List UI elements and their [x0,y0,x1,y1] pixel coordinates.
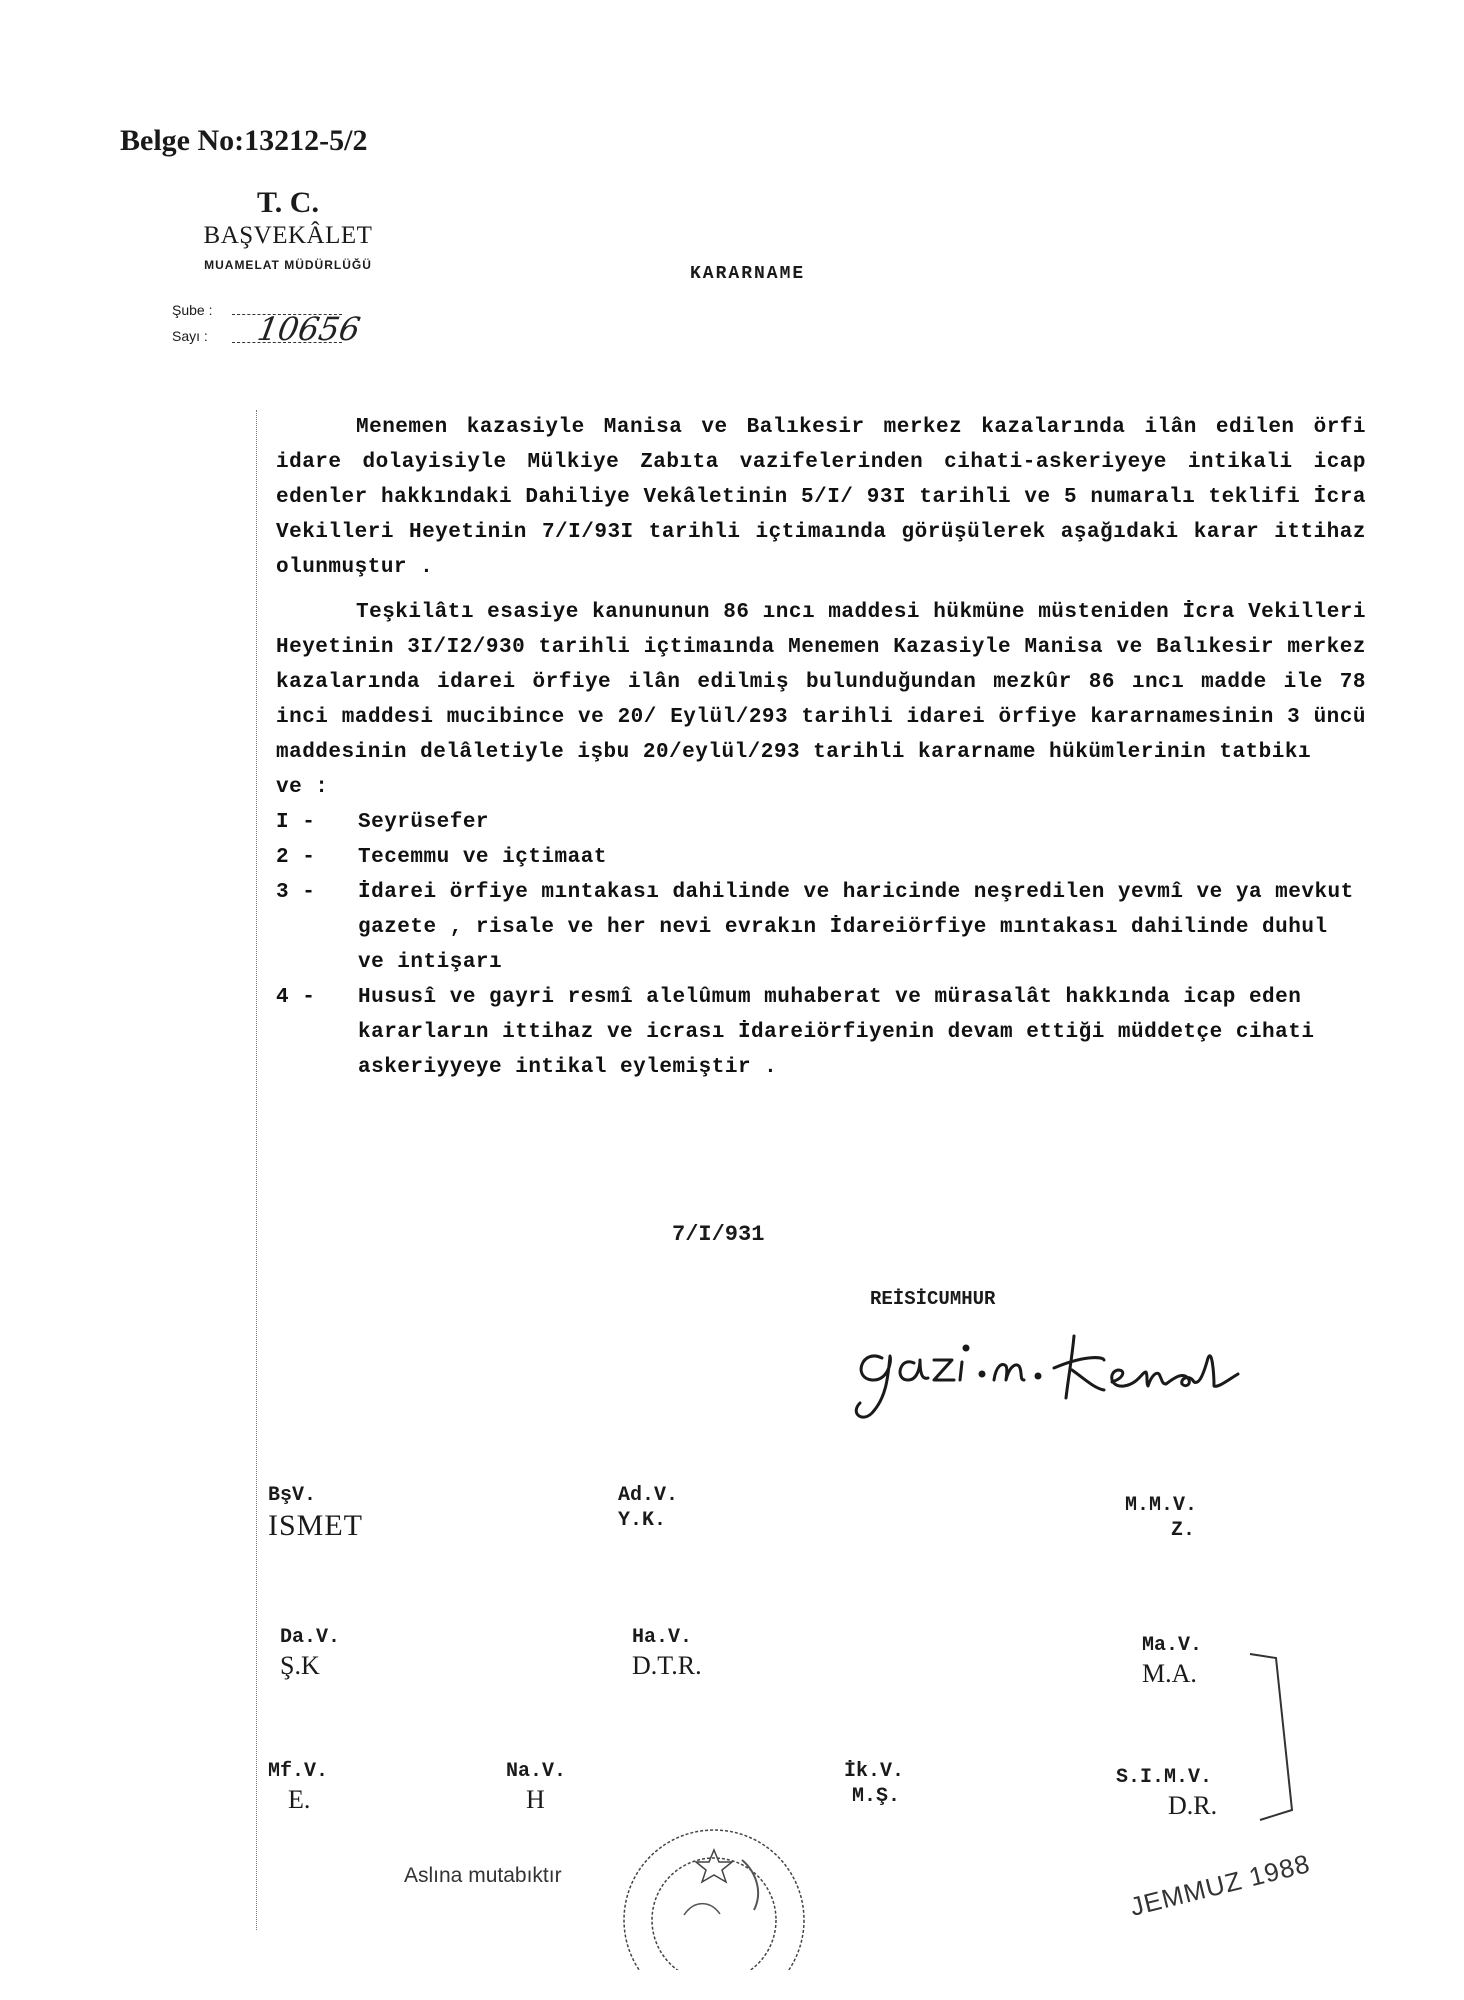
letterhead-directorate: MUAMELAT MÜDÜRLÜĞÜ [204,258,372,272]
minister-finance [1142,1634,1202,1689]
date-stamp: JEMMUZ 1988 [1126,1848,1314,1922]
minister-initials: H [526,1785,545,1814]
list-intro: ve : [276,776,329,799]
letterhead-tc: T. C. [257,186,319,219]
minister-initials: D.R. [1168,1791,1218,1820]
list-item-number: I - [276,811,316,834]
list-item-text: Seyrüsefer [358,811,490,834]
document-number: Belge No:13212-5/2 [120,124,368,157]
president-signature [842,1318,1262,1433]
document-title: KARARNAME [690,264,806,284]
certified-stamp-text: Aslına mutabıktır [404,1864,562,1887]
list-item-number: 2 - [276,846,316,869]
minister-title: Da.V. [280,1626,341,1649]
decree-date: 7/I/931 [672,1222,765,1247]
minister-title: M.M.V. [1125,1494,1198,1517]
letterhead-agency: BAŞVEKÂLET [203,222,373,249]
branch-label: Şube : [172,302,213,318]
list-item-text: Tecemmu ve içtimaat [358,846,607,869]
decree-body [276,410,1366,1085]
list-item-text: Hususî ve gayri resmî alelûmum muhaberat ve mürasalât hakkında icap eden kararların ittihaz ve icrası İdareiörfiyenin devam ettiği müddetçe cihati askeriyyeye intikal eylemiştir . [358,986,1315,1079]
minister-initials: Ş.K [280,1651,320,1680]
number-label: Sayı : [172,328,208,344]
margin-line [256,410,257,1930]
minister-initials: M.A. [1142,1659,1197,1688]
minister-title: Ha.V. [632,1626,693,1649]
minister-initials: Z. [1171,1519,1196,1542]
minister-economy [844,1760,904,1808]
list-item [276,805,1366,840]
minister-title: İk.V. [844,1760,905,1783]
minister-public-works [506,1760,566,1815]
minister-foreign [632,1626,702,1681]
minister-initials: M.Ş. [852,1785,901,1808]
letterhead [138,186,438,272]
paragraph-2: Teşkilâtı esasiye kanununun 86 ıncı maddesi hükmüne müsteniden İcra Vekilleri Heyetinin 3I/I2/930 tarihli içtimaında Menemen Kazasiyle Manisa ve Balıkesir merkez kazalarında idarei örfiye ilân edilmiş bulunduğundan mezkûr 86 ıncı madde ile 78 inci maddesi mucibince ve 20/ Eylül/293 tarihli idarei örfiye kararnamesinin 3 üncü maddesinin delâletiyle işbu 20/eylül/293 tarihli kararname hükümlerinin tatbikı [276,601,1366,764]
official-seal [614,1820,814,1975]
president-title: REİSİCUMHUR [870,1288,996,1310]
minister-initials: E. [288,1785,311,1814]
list-item-number: 4 - [276,986,316,1009]
bracket-mark [1240,1650,1300,1855]
minister-title: Mf.V. [268,1760,329,1783]
minister-initials: Y.K. [618,1509,667,1532]
minister-title: BşV. [268,1484,317,1507]
minister-title: Ma.V. [1142,1634,1203,1657]
minister-justice [618,1484,678,1532]
handwritten-number: 10656 [254,310,364,348]
list-item [276,980,1366,1085]
minister-defense [1125,1494,1197,1542]
list-item [276,875,1366,980]
minister-title: Ad.V. [618,1484,679,1507]
minister-prime [268,1484,363,1543]
minister-education [268,1760,328,1815]
list-item-text: İdarei örfiye mıntakası dahilinde ve haricinde neşredilen yevmî ve ya mevkut gazete , risale ve her nevi evrakın İdareiörfiye mıntakası dahilinde duhul ve intişarı [358,881,1354,974]
measure-list [276,805,1366,1085]
minister-interior [280,1626,340,1681]
paragraph-1: Menemen kazasiyle Manisa ve Balıkesir merkez kazalarında ilân edilen örfi idare dolayisiyle Mülkiye Zabıta vazifelerinden cihati-askeriyeye intikali icap edenler hakkındaki Dahiliye Vekâletinin 5/I/ 93I tarihli ve 5 numaralı teklifi İcra Vekilleri Heyetinin 7/I/93I tarihli içtimaında görüşülerek aşağıdaki karar ittihaz olunmuştur . [276,416,1366,579]
minister-health [1116,1766,1217,1821]
minister-initials: ISMET [268,1509,363,1542]
list-item [276,840,1366,875]
list-item-number: 3 - [276,881,316,904]
minister-title: S.I.M.V. [1116,1766,1213,1789]
minister-initials: D.T.R. [632,1651,702,1680]
minister-title: Na.V. [506,1760,567,1783]
